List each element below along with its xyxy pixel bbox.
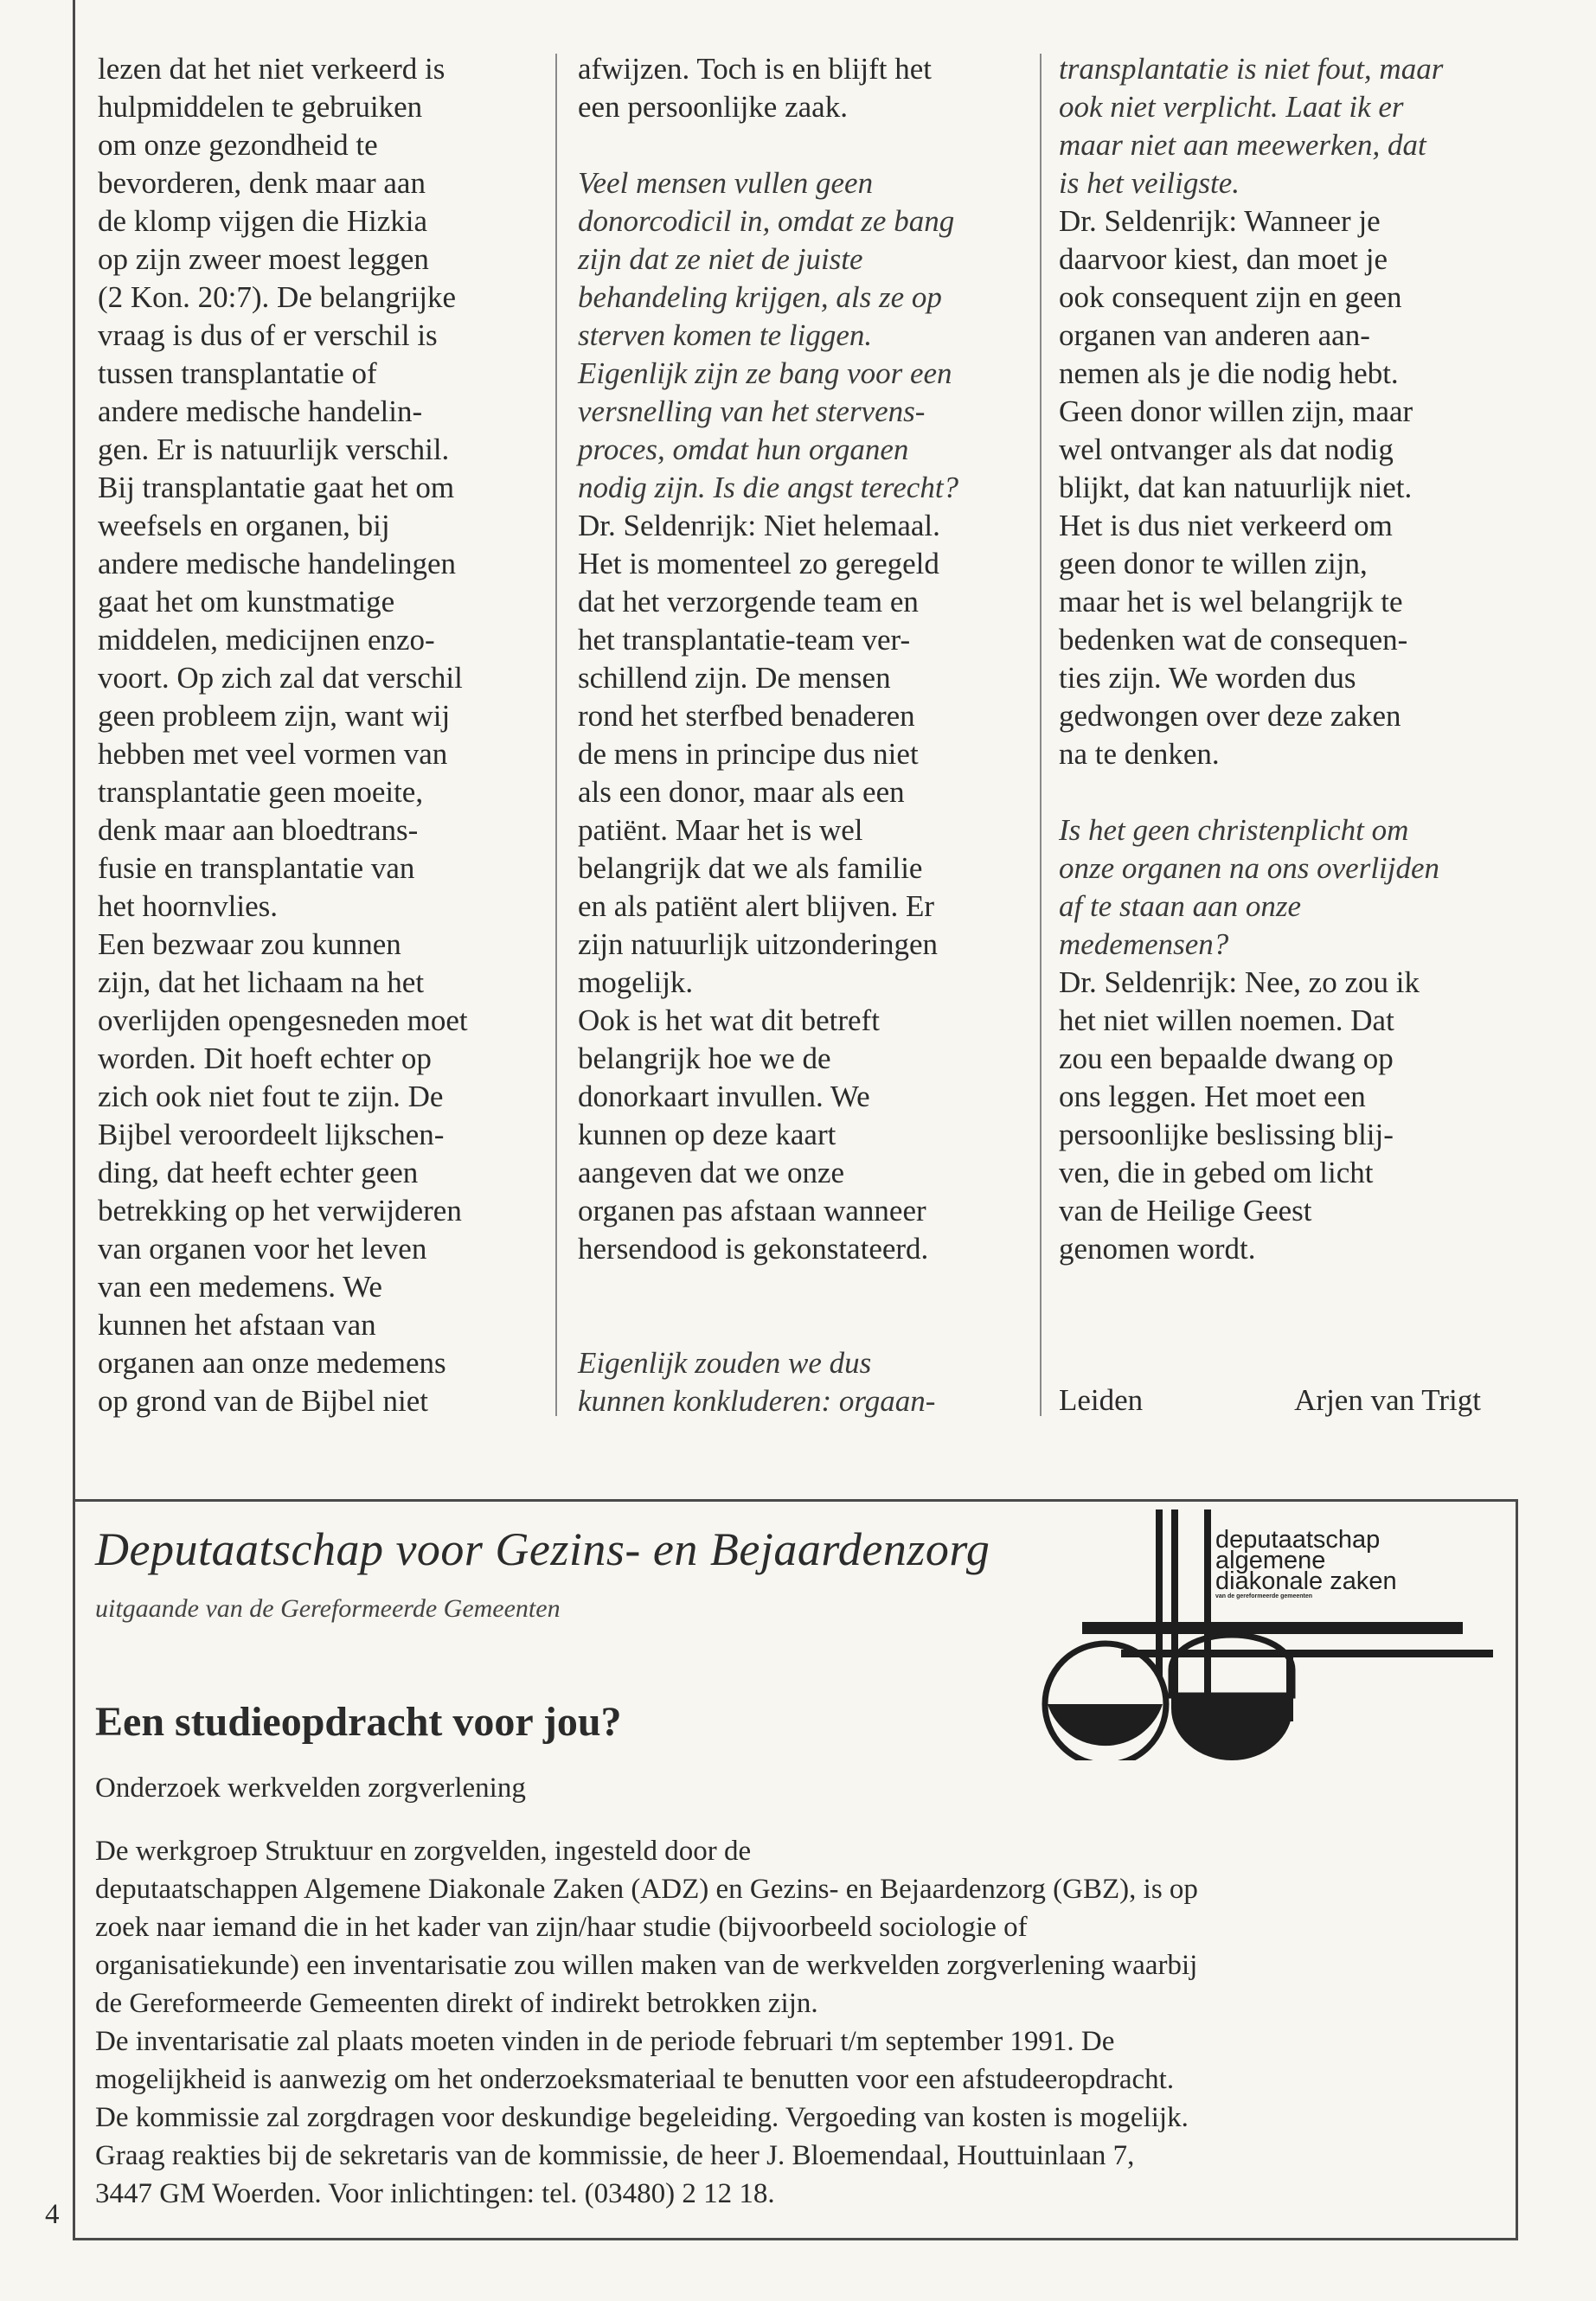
article-line: maar niet aan meewerken, dat (1059, 128, 1426, 162)
article-line: ties zijn. We worden dus (1059, 661, 1356, 695)
article-line: andere medische handelin- (98, 394, 423, 428)
article-line: donorkaart invullen. We (578, 1080, 870, 1113)
article-line: bedenken wat de consequen- (1059, 623, 1408, 657)
article-signature (1059, 1381, 1481, 1420)
article-line: zou een bepaalde dwang op (1059, 1042, 1394, 1075)
signature-place: Leiden (1059, 1383, 1144, 1417)
article-line: sterven komen te liggen. (578, 318, 873, 352)
article-line: organen aan onze medemens (98, 1346, 446, 1380)
ad-body (95, 1832, 1198, 2213)
article-line: het hoornvlies. (98, 889, 279, 923)
article-column-1 (98, 50, 468, 1420)
article-line: zijn dat ze niet de juiste (578, 242, 863, 276)
ad-title: Deputaatschap voor Gezins- en Bejaardenzorg (95, 1523, 990, 1575)
ad-heading: Een studieopdracht voor jou? (95, 1699, 622, 1745)
article-line: afwijzen. Toch is en blijft het (578, 52, 933, 86)
article-line: genomen wordt. (1059, 1232, 1256, 1266)
article-line: ons leggen. Het moet een (1059, 1080, 1366, 1113)
article-line: Dr. Seldenrijk: Niet helemaal. (578, 509, 940, 542)
article-column-3 (1059, 50, 1443, 1268)
article-line: bevorderen, denk maar aan (98, 166, 426, 200)
article-line: als een donor, maar als een (578, 775, 905, 809)
article-line: zich ook niet fout te zijn. De (98, 1080, 444, 1113)
signature-author: Arjen van Trigt (1294, 1383, 1481, 1417)
article-line: onze organen na ons overlijden (1059, 851, 1440, 885)
article-column-2 (578, 50, 958, 1420)
article-line: na te denken. (1059, 737, 1220, 771)
ad-subheading: Onderzoek werkvelden zorgverlening (95, 1772, 526, 1804)
article-line: kunnen op deze kaart (578, 1118, 836, 1151)
logo-line-1: deputaatschap (1215, 1526, 1381, 1554)
article-line: op grond van de Bijbel niet (98, 1384, 429, 1418)
article-line: belangrijk hoe we de (578, 1042, 831, 1075)
article-line: ook consequent zijn en geen (1059, 280, 1402, 314)
article-line: wel ontvanger als dat nodig (1059, 433, 1394, 466)
article-line: zijn, dat het lichaam na het (98, 965, 425, 999)
article-line: van een medemens. We (98, 1270, 382, 1304)
article-line: Eigenlijk zijn ze bang voor een (578, 356, 952, 390)
article-line: gedwongen over deze zaken (1059, 699, 1401, 733)
article-line: ding, dat heeft echter geen (98, 1156, 419, 1189)
article-line: patiënt. Maar het is wel (578, 813, 863, 847)
article-line: persoonlijke beslissing blij- (1059, 1118, 1394, 1151)
article-line: op zijn zweer moest leggen (98, 242, 429, 276)
ad-body-line: Graag reakties bij de sekretaris van de kommissie, de heer J. Bloemendaal, Houttuinlaan 7, (95, 2140, 1135, 2171)
ad-body-line: De kommissie zal zorgdragen voor deskundige begeleiding. Vergoeding van kosten is mogelijk. (95, 2102, 1189, 2133)
article-line: andere medische handelingen (98, 547, 456, 580)
article-line: Het is dus niet verkeerd om (1059, 509, 1393, 542)
article-line: een persoonlijke zaak. (578, 90, 848, 124)
article-line: weefsels en organen, bij (98, 509, 390, 542)
article-line: behandeling krijgen, als ze op (578, 280, 942, 314)
article-line: tussen transplantatie of (98, 356, 377, 390)
article-line: Het is momenteel zo geregeld (578, 547, 939, 580)
article-line: transplantatie geen moeite, (98, 775, 424, 809)
article-line: vraag is dus of er verschil is (98, 318, 438, 352)
article-line: transplantatie is niet fout, maar (1059, 52, 1444, 86)
article-line: van organen voor het leven (98, 1232, 427, 1266)
article-line: hebben met veel vormen van (98, 737, 448, 771)
article-line: lezen dat het niet verkeerd is (98, 52, 445, 86)
article-line (578, 1268, 958, 1306)
article-line: het niet willen noemen. Dat (1059, 1003, 1394, 1037)
article-line: versnelling van het stervens- (578, 394, 926, 428)
ad-body-line: deputaatschappen Algemene Diakonale Zaken (ADZ) en Gezins- en Bejaardenzorg (GBZ), is op (95, 1874, 1198, 1905)
ad-body-line: mogelijkheid is aanwezig om het onderzoeksmateriaal te benutten voor een afstudeeropdracht. (95, 2064, 1175, 2095)
article-line: gen. Er is natuurlijk verschil. (98, 433, 450, 466)
article-line: Bij transplantatie gaat het om (98, 471, 455, 504)
article-line: Geen donor willen zijn, maar (1059, 394, 1413, 428)
article-line: Ook is het wat dit betreft (578, 1003, 880, 1037)
logo-text (1215, 1526, 1397, 1602)
article-line: geen probleem zijn, want wij (98, 699, 451, 733)
column-divider (555, 54, 557, 1416)
article-line: organen van anderen aan- (1059, 318, 1370, 352)
article-line: rond het sterfbed benaderen (578, 699, 915, 733)
ad-body-line: zoek naar iemand die in het kader van zijn/haar studie (bijvoorbeeld sociologie of (95, 1912, 1028, 1943)
logo-line-3: diakonale zaken (1215, 1567, 1397, 1595)
article-line: het transplantatie-team ver- (578, 623, 911, 657)
article-line: hersendood is gekonstateerd. (578, 1232, 929, 1266)
column-divider (1040, 54, 1042, 1416)
article-line: donorcodicil in, omdat ze bang (578, 204, 955, 238)
article-line: (2 Kon. 20:7). De belangrijke (98, 280, 457, 314)
article-line: van de Heilige Geest (1059, 1194, 1312, 1227)
article-line: organen pas afstaan wanneer (578, 1194, 926, 1227)
page-number: 4 (45, 2199, 60, 2230)
article-line: Eigenlijk zouden we dus (578, 1346, 872, 1380)
logo-line-4: van de gereformeerde gemeenten (1215, 1593, 1313, 1599)
article-line: de klomp vijgen die Hizkia (98, 204, 428, 238)
article-line: nodig zijn. Is die angst terecht? (578, 471, 959, 504)
article-line: af te staan aan onze (1059, 889, 1301, 923)
article-line: zijn natuurlijk uitzonderingen (578, 927, 939, 961)
article-line: aangeven dat we onze (578, 1156, 845, 1189)
article-line: kunnen het afstaan van (98, 1308, 376, 1342)
article-line: overlijden opengesneden moet (98, 1003, 468, 1037)
article-line (578, 126, 958, 164)
article-line: voort. Op zich zal dat verschil (98, 661, 463, 695)
article-line: is het veiligste. (1059, 166, 1240, 200)
article-line: mogelijk. (578, 965, 694, 999)
article-line: belangrijk dat we als familie (578, 851, 923, 885)
ad-body-line: De inventarisatie zal plaats moeten vinden in de periode februari t/m september 1991. De (95, 2026, 1115, 2057)
article-line: geen donor te willen zijn, (1059, 547, 1368, 580)
article-line: dat het verzorgende team en (578, 585, 919, 619)
article-line: middelen, medicijnen enzo- (98, 623, 435, 657)
article-line: kunnen konkluderen: orgaan- (578, 1384, 936, 1418)
article-line: schillend zijn. De mensen (578, 661, 891, 695)
article-line: ook niet verplicht. Laat ik er (1059, 90, 1404, 124)
ad-body-line: organisatiekunde) een inventarisatie zou willen maken van de werkvelden zorgverlening waarbij (95, 1950, 1198, 1981)
article-line: Dr. Seldenrijk: Nee, zo zou ik (1059, 965, 1420, 999)
article-line: hulpmiddelen te gebruiken (98, 90, 423, 124)
article-line: medemensen? (1059, 927, 1229, 961)
article-line: denk maar aan bloedtrans- (98, 813, 419, 847)
article-line: Bijbel veroordeelt lijkschen- (98, 1118, 445, 1151)
ad-subtitle: uitgaande van de Gereformeerde Gemeenten (95, 1594, 561, 1623)
article-line: Veel mensen vullen geen (578, 166, 874, 200)
article-line: worden. Dit hoeft echter op (98, 1042, 432, 1075)
article-line: gaat het om kunstmatige (98, 585, 395, 619)
frame-right-rule (1516, 1501, 1518, 2240)
article-line: proces, omdat hun organen (578, 433, 909, 466)
article-line: fusie en transplantatie van (98, 851, 415, 885)
article-line: maar het is wel belangrijk te (1059, 585, 1403, 619)
article-line: blijkt, dat kan natuurlijk niet. (1059, 471, 1413, 504)
article-line: daarvoor kiest, dan moet je (1059, 242, 1388, 276)
frame-left-rule (73, 0, 75, 2240)
article-line (578, 1306, 958, 1344)
article-line: Is het geen christenplicht om (1059, 813, 1409, 847)
article-line: Dr. Seldenrijk: Wanneer je (1059, 204, 1381, 238)
ad-body-line: De werkgroep Struktuur en zorgvelden, ingesteld door de (95, 1836, 752, 1867)
logo-line-2: algemene (1215, 1547, 1326, 1574)
article-line: om onze gezondheid te (98, 128, 378, 162)
ad-body-line: de Gereformeerde Gemeenten direkt of indirekt betrokken zijn. (95, 1988, 818, 2019)
article-line: nemen als je die nodig hebt. (1059, 356, 1399, 390)
article-line: de mens in principe dus niet (578, 737, 919, 771)
article-line: ven, die in gebed om licht (1059, 1156, 1374, 1189)
article-line: en als patiënt alert blijven. Er (578, 889, 935, 923)
article-line (1059, 773, 1443, 811)
article-line: betrekking op het verwijderen (98, 1194, 462, 1227)
ad-body-line: 3447 GM Woerden. Voor inlichtingen: tel. (03480) 2 12 18. (95, 2178, 775, 2209)
article-line: Een bezwaar zou kunnen (98, 927, 401, 961)
frame-bottom-rule (73, 2238, 1518, 2240)
